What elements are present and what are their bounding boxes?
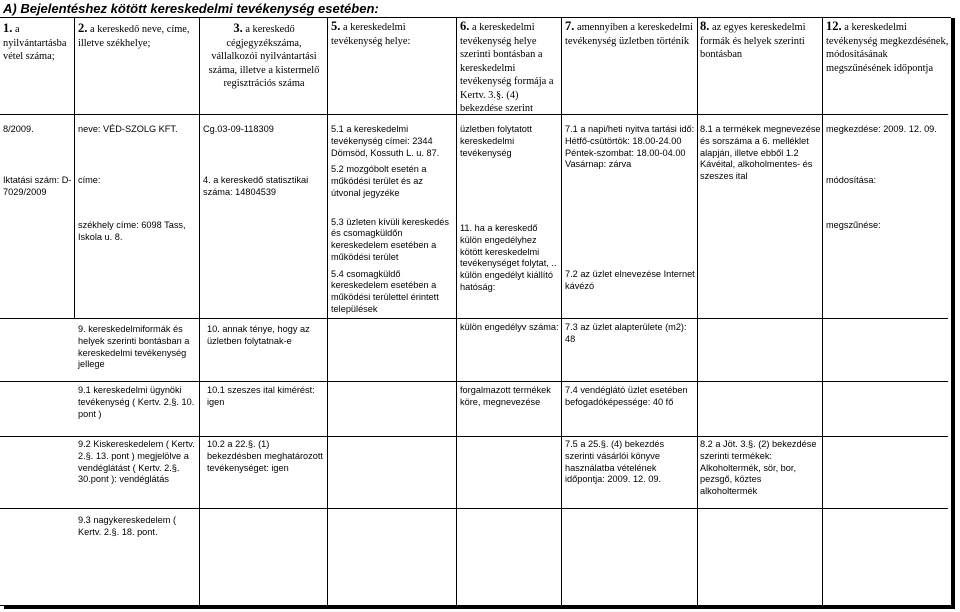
- header-col6-number: 6.: [460, 19, 470, 33]
- store-floor-area: 7.3 az üzlet alapterülete (m2): 48: [565, 322, 687, 344]
- right-border: [951, 18, 955, 609]
- header-col2: [78, 20, 198, 50]
- store-name: 7.2 az üzlet elnevezése Internet kávézó: [565, 269, 695, 291]
- modification-date: módosítása:: [826, 175, 877, 185]
- row3-bottom-rule: [0, 436, 948, 437]
- mail-order-settlements: 5.4 csomagküldő kereskedelem esetében a működési területtel érintett települések: [331, 268, 439, 314]
- header-col5-text: a kereskedelmi tevékenység helye:: [331, 22, 411, 47]
- mobile-shop-area: 5.2 mozgóbolt esetén a működési terület és az útvonal jegyzéke: [331, 164, 427, 198]
- special-permit-authority: 11. ha a kereskedő külön engedélyhez kötött kereskedelmi tevékenységet folytat, .. külön engedélyt kiállító hatóság:: [460, 223, 557, 292]
- header-col8-number: 8.: [700, 19, 710, 33]
- retail-hospitality: 9.2 Kiskereskedelem ( Kertv. 2.§. 13. pont ) megjelölve a vendéglátást ( Kertv. 2.§. 30.pont ): vendéglátás: [78, 439, 195, 485]
- col-divider-3: [327, 18, 328, 605]
- bottom-border: [4, 606, 955, 609]
- header-col12-number: 12.: [826, 19, 842, 33]
- header-col1-text: a nyilvántartásba vétel száma;: [3, 24, 67, 63]
- store-activities: 10. annak ténye, hogy az üzletben folytatnak-e: [207, 324, 310, 346]
- trader-name: neve: VÉD-SZOLG KFT.: [78, 124, 178, 134]
- header-col5: [331, 18, 453, 48]
- header-col3: [203, 20, 325, 91]
- header-col1: [3, 20, 73, 64]
- excise-products: 8.2 a Jöt. 3.§. (2) bekezdése szerinti termékek: Alkoholtermék, sör, bor, pezsgő, köztes alkoholtermék: [700, 439, 817, 497]
- company-registry-number: Cg.03-09-118309: [203, 124, 274, 134]
- header-col3-number: 3.: [233, 21, 243, 35]
- header-col5-number: 5.: [331, 19, 341, 33]
- header-col2-text: a kereskedő neve, címe, illetve székhelye;: [78, 24, 190, 49]
- customer-book-date: 7.5 a 25.§. (4) bekezdés szerinti vásárlói könyve használatba vételének időpontja: 2009. 12. 09.: [565, 439, 665, 485]
- header-col12-text: a kereskedelmi tevékenység megkezdésének, módosításának megszűnésének időpontja: [826, 22, 949, 74]
- seating-capacity: 7.4 vendéglátó üzlet esetében befogadóképessége: 40 fő: [565, 385, 688, 407]
- col-divider-4: [456, 18, 457, 605]
- header-col12: [826, 18, 950, 75]
- product-list: 8.1 a termékek megnevezése és sorszáma a 6. melléklet alapján, illetve ebből 1.2 Kávéital, alkoholmentes- és szeszes ital: [700, 124, 821, 182]
- header-col8-text: az egyes kereskedelmi formák és helyek szerinti bontásban: [700, 22, 806, 61]
- section22-activity: 10.2 a 22.§. (1) bekezdésben meghatározott tevékenységet: igen: [207, 439, 323, 473]
- col-divider-2: [199, 18, 200, 605]
- store-trade-form: üzletben folytatott kereskedelmi tevékenység: [460, 124, 533, 158]
- trader-address: címe:: [78, 175, 101, 185]
- statistical-number: 4. a kereskedő statisztikai száma: 14804539: [203, 175, 309, 197]
- wholesale: 9.3 nagykereskedelem ( Kertv. 2.§. 18. pont.: [78, 515, 177, 537]
- col-divider-1: [74, 18, 75, 318]
- col-divider-7: [822, 18, 823, 605]
- col-divider-6: [697, 18, 698, 605]
- header-col2-number: 2.: [78, 21, 88, 35]
- row1-bottom-rule: [0, 318, 948, 319]
- opening-hours: 7.1 a napi/heti nyitva tartási idő: Hétfő-csütörtök: 18.00-24.00 Péntek-szombat: 18.00-04.00 Vasárnap: zárva: [565, 124, 695, 170]
- activity-locations: [331, 124, 455, 316]
- registration-id: 8/2009.: [3, 124, 34, 134]
- header-col8: [700, 18, 820, 62]
- header-col7: [565, 18, 695, 48]
- product-range: forgalmazott termékek köre, megnevezése: [460, 385, 551, 407]
- activity-address: 5.1 a kereskedelmi tevékenység címei: 2344 Dömsöd, Kossuth L. u. 87.: [331, 124, 440, 158]
- row2-bottom-rule: [0, 381, 948, 382]
- col-divider-5: [561, 18, 562, 605]
- trader-headquarters: székhely címe: 6098 Tass, Iskola u. 8.: [78, 220, 186, 242]
- header-col3-text: a kereskedő cégjegyzékszáma, vállalkozói nyilvántartási száma, illetve a kistermelő regisztrációs száma: [208, 24, 320, 90]
- header-col6-text: a kereskedelmi tevékenység helye szerinti bontásban a kereskedelmi tevékenység formája a Kertv. 3.§. (4) bekezdése szerint: [460, 22, 554, 115]
- row4-bottom-rule: [0, 508, 948, 509]
- termination-date: megszűnése:: [826, 220, 881, 230]
- start-date: megkezdése: 2009. 12. 09.: [826, 124, 937, 134]
- agent-activity: 9.1 kereskedelmi ügynöki tevékenység ( Kertv. 2.§. 10. pont ): [78, 385, 195, 419]
- header-col6: [460, 18, 560, 116]
- registration-iktatasi-number: Iktatási szám: D-7029/2009: [3, 175, 72, 197]
- spirits-serving: 10.1 szeszes ital kimérést: igen: [207, 385, 315, 407]
- offsite-trade-area: 5.3 üzleten kívüli kereskedés és csomagküldőn kereskedelem esetében a működési terület: [331, 216, 449, 262]
- section-title: A) Bejelentéshez kötött kereskedelmi tevékenység esetében:: [0, 0, 951, 18]
- header-col7-number: 7.: [565, 19, 575, 33]
- special-permit-number: külön engedélyv száma:: [460, 322, 559, 332]
- header-col1-number: 1.: [3, 21, 13, 35]
- trade-nature: 9. kereskedelmiformák és helyek szerinti bontásban a kereskedelmi tevékenység jellege: [78, 324, 190, 370]
- header-col7-text: amennyiben a kereskedelmi tevékenység üzletben történik: [565, 22, 693, 47]
